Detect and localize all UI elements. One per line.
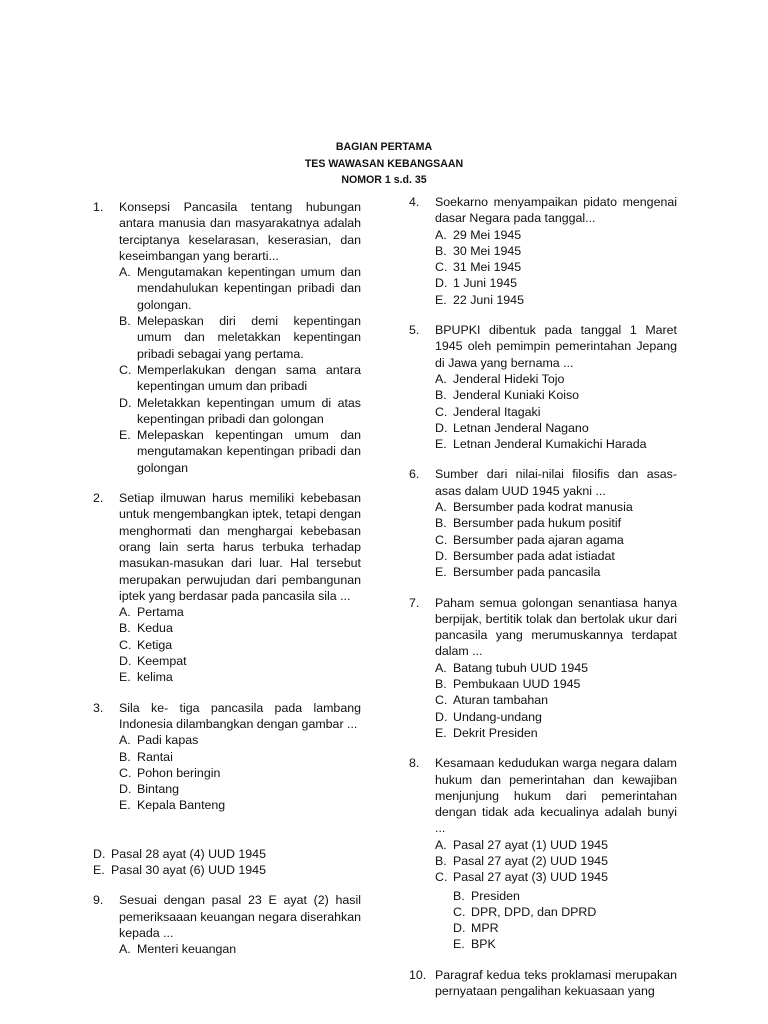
option-c: C. 31 Mei 1945 [435,260,522,275]
question-8 [409,755,677,885]
option-b: B. 30 Mei 1945 [435,243,522,258]
option-b: B. Pasal 27 ayat (2) UUD 1945 [435,853,608,868]
option-e: E. Kepala Banteng [119,798,226,813]
question-number: 4. [409,195,420,209]
option-e: E. kelima [119,670,173,685]
option-e: E. BPK [453,937,496,952]
option-a: A. Mengutamakan kepentingan umum dan mendahulukan kepentingan pribadi dan golongan. [119,265,361,312]
question-text: Paragraf kedua teks proklamasi merupakan pernyataan pengalihan kekuasaan yang [435,967,677,999]
question-text: Soekarno menyampaikan pidato mengenai dasar Negara pada tanggal... [435,195,677,226]
option-c: C. Pohon beringin [119,765,221,780]
section-title: BAGIAN PERTAMA [335,141,433,153]
option-b: B. Jenderal Kuniaki Koiso [435,388,580,403]
continued-options [93,846,361,879]
question-4 [409,194,677,308]
right-column [409,194,677,1013]
test-title: TES WAWASAN KEBANGSAAN [304,157,464,170]
option-b: B. Melepaskan diri demi kepentingan umum dan meletakkan kepentingan pribadi sebagai yang pertama. [119,314,361,361]
option-d: D. MPR [453,921,499,936]
question-text: Sila ke- tiga pancasila pada lambang Indonesia dilambangkan dengan gambar ... [119,700,361,731]
option-d: D. Bersumber pada adat istiadat [435,548,615,563]
option-a: A. Bersumber pada kodrat manusia [435,500,633,515]
page-header [0,139,768,189]
continued-options [409,888,677,953]
question-number: 6. [409,467,420,482]
option-a: A. Batang tubuh UUD 1945 [435,660,589,675]
option-d: D. Pasal 28 ayat (4) UUD 1945 [93,846,266,861]
question-number: 2. [93,491,104,506]
question-5 [409,322,677,452]
option-e: E. Pasal 30 ayat (6) UUD 1945 [93,862,266,877]
option-c: C. Aturan tambahan [435,693,549,708]
question-3 [93,700,361,814]
question-10 [409,967,677,1000]
option-b: B. Rantai [119,749,173,764]
question-9 [93,892,361,957]
option-c: C. Memperlakukan dengan sama antara kepentingan umum dan pribadi [119,362,361,394]
question-number: 7. [409,595,420,610]
option-d: D. 1 Juni 1945 [435,276,518,291]
option-b: B. Kedua [119,621,173,636]
option-e: E. Bersumber pada pancasila [435,565,601,580]
question-text: Kesamaan kedudukan warga negara dalam hukum dan pemerintahan dan kewajiban menjunjung hukum dari pemerintahan dengan tidak ada kecualinya adalah bunyi ... [435,756,677,836]
option-b: B. Presiden [453,888,520,903]
question-number: 10. [409,967,427,982]
option-c: C. Ketiga [119,637,173,652]
question-text: BPUPKI dibentuk pada tanggal 1 Maret 1945 oleh pemimpin pemerintahan Jepang di Jawa yang bernama ... [435,323,677,370]
question-2 [93,490,361,686]
option-d: D. Bintang [119,782,180,797]
option-c: C. Bersumber pada ajaran agama [435,532,624,547]
option-d: D. Keempat [119,654,187,669]
option-e: E. Melepaskan kepentingan umum dan mengutamakan kepentingan pribadi dan golongan [119,428,361,475]
option-a: A. Pasal 27 ayat (1) UUD 1945 [435,837,608,852]
question-number: 8. [409,756,420,771]
question-6 [409,466,677,580]
option-c: C. Pasal 27 ayat (3) UUD 1945 [435,870,608,885]
question-text: Sumber dari nilai-nilai filosifis dan asas-asas dalam UUD 1945 yakni ... [435,467,677,498]
left-column [93,199,361,971]
question-text: Sesuai dengan pasal 23 E ayat (2) hasil pemeriksaaan keuangan negara diserahkan kepada ... [119,893,361,940]
option-d: D. Letnan Jenderal Nagano [435,420,589,435]
option-c: C. Jenderal Itagaki [435,404,541,419]
question-text: Konsepsi Pancasila tentang hubungan antara manusia dan masyarakatnya adalah terciptanya keselarasan, keserasian, dan keseimbangan yang berarti... [119,200,361,263]
option-a: A. 29 Mei 1945 [435,227,522,242]
option-b: B. Bersumber pada hukum positif [435,516,622,531]
option-e: E. Letnan Jenderal Kumakichi Harada [435,437,647,452]
option-a: A. Jenderal Hideki Tojo [435,371,565,386]
option-a: A. Menteri keuangan [119,942,237,957]
number-range: NOMOR 1 s.d. 35 [341,174,427,186]
question-number: 5. [409,323,420,338]
option-d: D. Meletakkan kepentingan umum di atas kepentingan pribadi dan golongan [119,395,361,426]
question-text: Paham semua golongan senantiasa hanya berpijak, bertitik tolak dan bertolak ukur dari pancasila yang merumuskannya terdapat dalam ... [435,595,677,659]
question-number: 9. [93,893,104,908]
question-number: 3. [93,700,104,715]
question-text: Setiap ilmuwan harus memiliki kebebasan untuk mengembangkan iptek, tetapi dengan menghormati dan menghargai kebebasan orang lain serta harus terbuka terhadap masukan-masukan dari luar. Hal tersebut merupakan perwujudan dari pembangunan iptek yang berdasar pada pancasila sila ... [119,491,361,603]
question-number: 1. [93,200,104,214]
question-1 [93,199,361,476]
option-b: B. Pembukaan UUD 1945 [435,677,581,692]
question-7 [409,595,677,742]
option-d: D. Undang-undang [435,709,542,724]
option-a: A. Padi kapas [119,733,199,748]
option-c: C. DPR, DPD, dan DPRD [453,904,597,919]
option-e: E. Dekrit Presiden [435,725,538,740]
option-e: E. 22 Juni 1945 [435,292,524,307]
option-a: A. Pertama [119,605,184,620]
